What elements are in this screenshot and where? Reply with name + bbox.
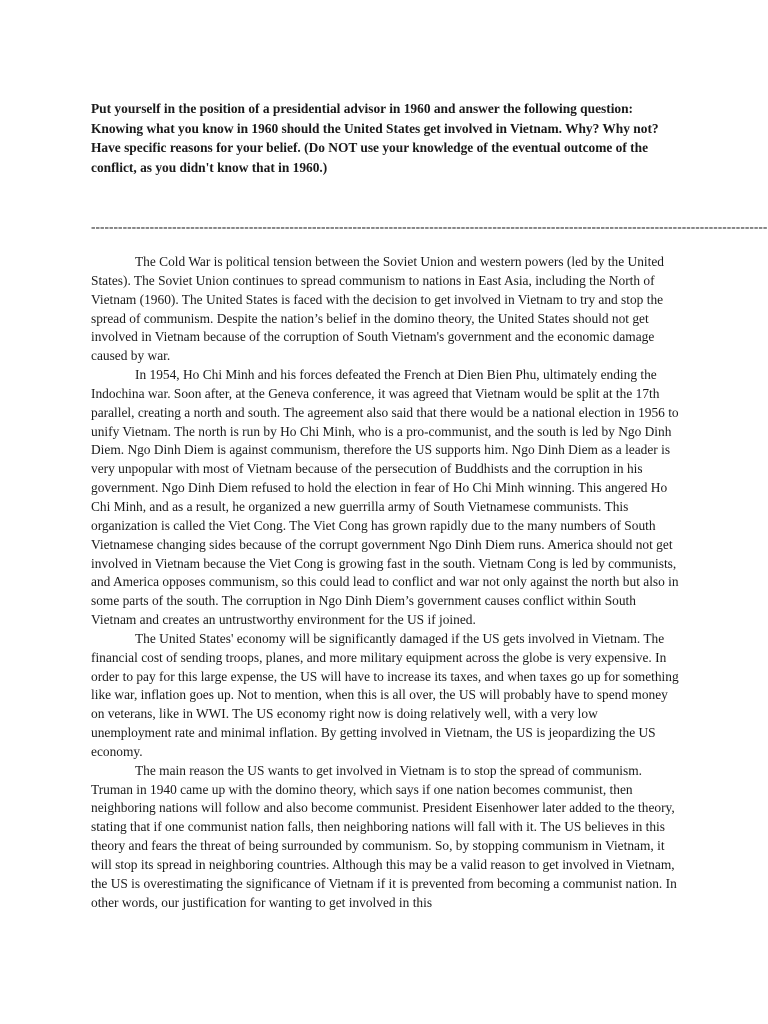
essay-paragraph-corruption: In 1954, Ho Chi Minh and his forces defeated the French at Dien Bien Phu, ultimately ending the Indochina war. Soon after, at the Geneva conference, it was agreed that Vietnam would be split at the 17th parallel, creating a north and south. The agreement also said that there would be a national election in 1956 to unify Vietnam. The north is run by Ho Chi Minh, who is a pro-communist, and the south is led by Ngo Dinh Diem. Ngo Dinh Diem is against communism, therefore the US supports him. Ngo Dinh Diem as a leader is very unpopular with most of Vietnam because of the persecution of Buddhists and the corruption in his government. Ngo Dinh Diem refused to hold the election in fear of Ho Chi Minh winning. This angered Ho Chi Minh, and as a result, he organized a new guerrilla army of South Vietnamese communists. This organization is called the Viet Cong. The Viet Cong has grown rapidly due to the many numbers of South Vietnamese changing sides because of the corrupt government Ngo Dinh Diem runs. America should not get involved in Vietnam because the Viet Cong is growing fast in the south. Vietnam Cong is led by communists, and America opposes communism, so this could lead to conflict and war not only against the north but also in some parts of the south. The corruption in Ngo Dinh Diem’s government causes conflict within South Vietnam and creates an untrustworthy environment for the US if joined. bbox=[91, 367, 679, 628]
essay-body bbox=[91, 253, 679, 913]
essay-paragraph-intro: The Cold War is political tension between the Soviet Union and western powers (led by the United States). The Soviet Union continues to spread communism to nations in East Asia, including the North of Vietnam (1960). The United States is faced with the decision to get involved in Vietnam to try and stop the spread of communism. Despite the nation’s belief in the domino theory, the United States should not get involved in Vietnam because of the corruption of South Vietnam's government and the economic damage caused by war. bbox=[91, 254, 664, 364]
dashed-divider: ------------------------------------------------------------------------------------------------------------------------------------------------------ bbox=[91, 219, 768, 234]
document-page bbox=[91, 99, 768, 913]
assignment-prompt: Put yourself in the position of a presidential advisor in 1960 and answer the following question: Knowing what you know in 1960 should the United States get involved in Vietnam. Why? Why not? Have specific reasons for your belief. (Do NOT use your knowledge of the eventual outcome of the conflict, as you didn't know that in 1960.) bbox=[91, 101, 659, 175]
essay-paragraph-economy: The United States' economy will be significantly damaged if the US gets involved in Vietnam. The financial cost of sending troops, planes, and more military equipment across the globe is very expensive. In order to pay for this large expense, the US will have to increase its taxes, and when taxes go up for something like war, inflation goes up. Not to mention, when this is all over, the US will probably have to spend money on veterans, like in WWI. The US economy right now is doing relatively well, with a very low unemployment rate and minimal inflation. By getting involved in Vietnam, the US is jeopardizing the US economy. bbox=[91, 630, 679, 759]
essay-paragraph-domino-theory: The main reason the US wants to get involved in Vietnam is to stop the spread of communism. Truman in 1940 came up with the domino theory, which says if one nation becomes communist, then neighboring nations will follow and also become communist. President Eisenhower later added to the theory, stating that if one communist nation falls, then neighboring nations will fall with it. The US believes in this theory and fears the threat of being surrounded by communism. So, by stopping communism in Vietnam, it will stop its spread in neighboring countries. Although this may be a valid reason to get involved in Vietnam, the US is overestimating the significance of Vietnam if it is prevented from becoming a communist nation. In other words, our justification for wanting to get involved in this bbox=[91, 762, 677, 910]
